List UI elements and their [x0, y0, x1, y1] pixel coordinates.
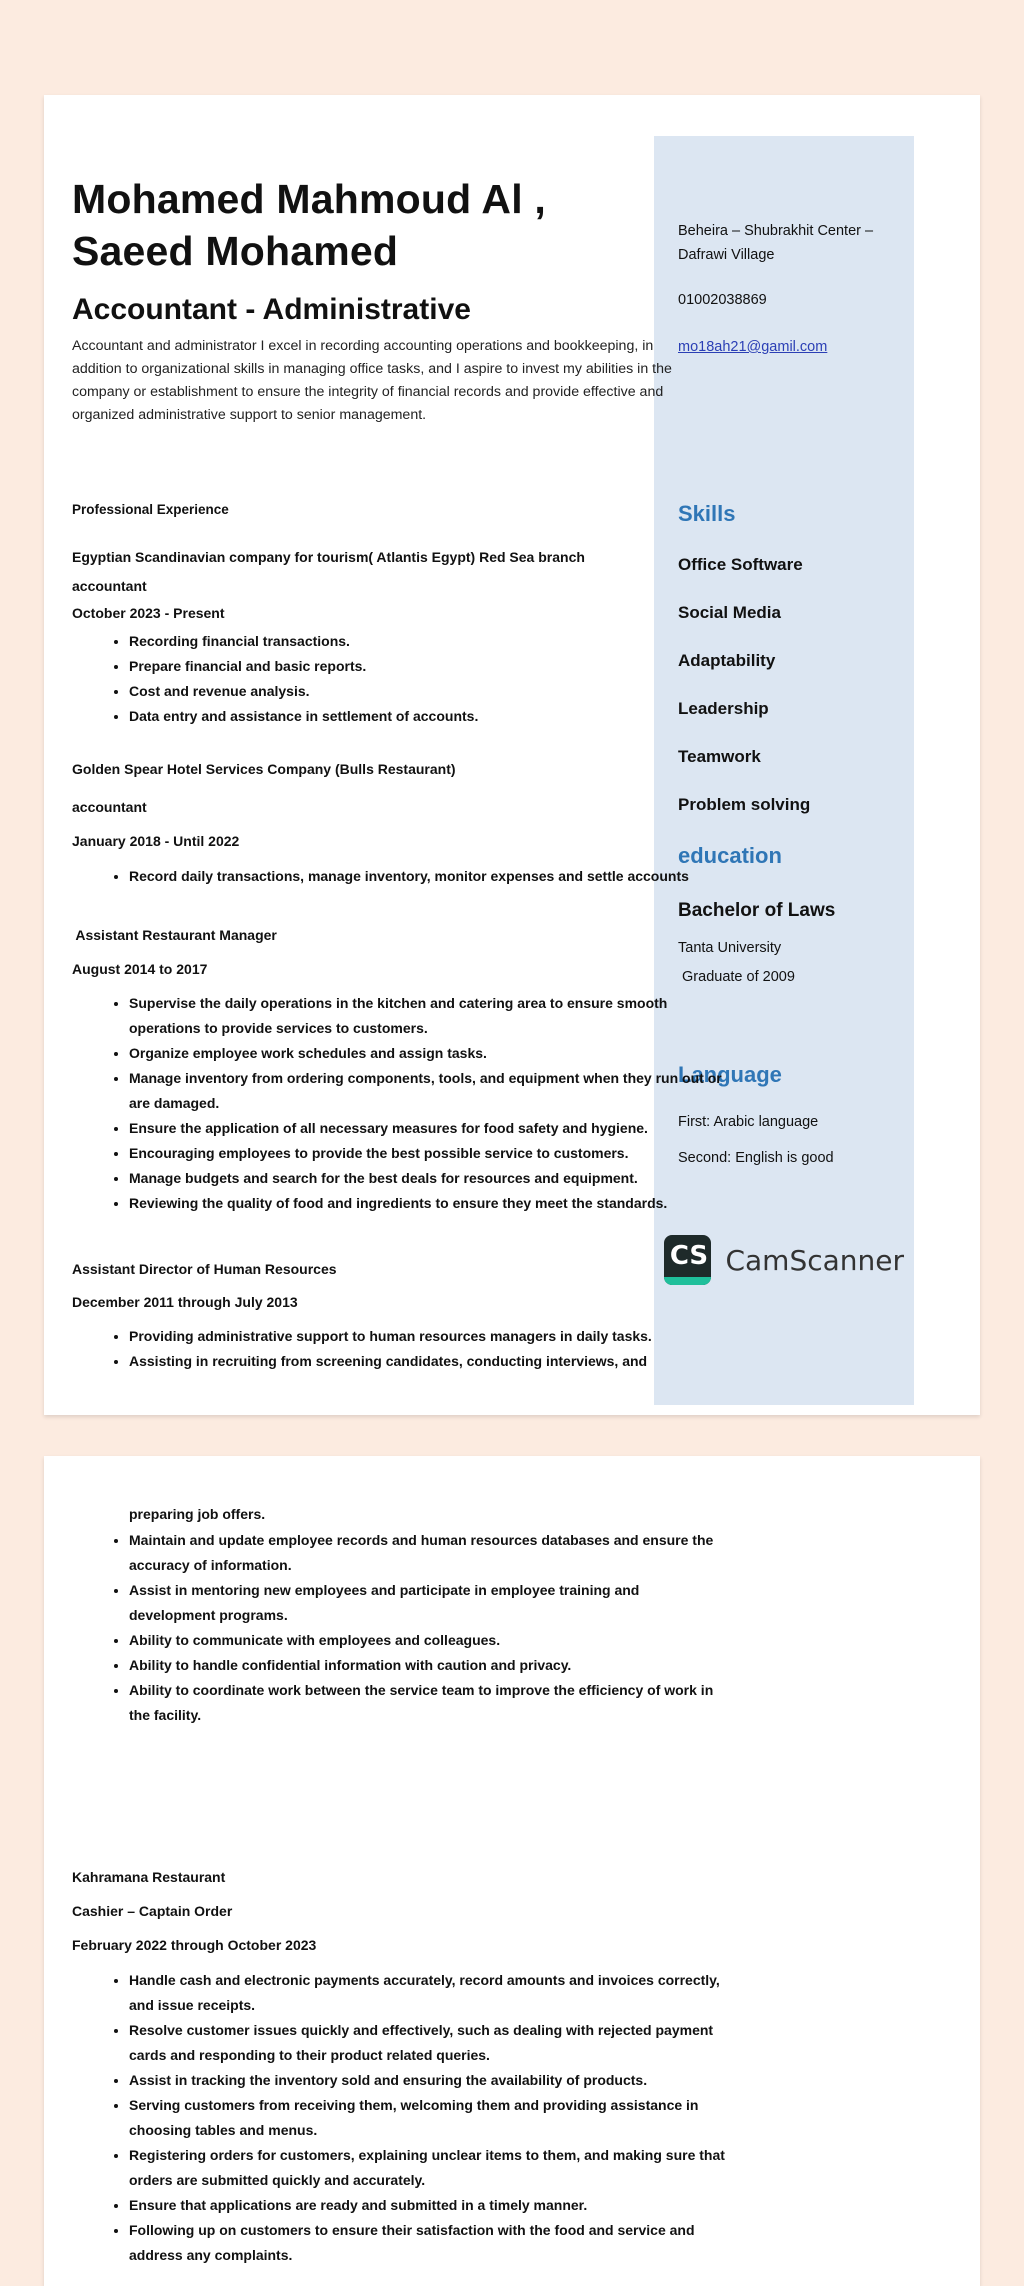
camscanner-watermark	[664, 1234, 904, 1286]
skill-item: Office Software	[678, 555, 803, 574]
language-first: First: Arabic language	[678, 1114, 819, 1130]
list-item: • Assist in tracking the inventory sold and ensuring the availability of products.	[129, 2068, 729, 2093]
job5-bullets	[72, 1968, 729, 2268]
list-item: • Ensure that applications are ready and submitted in a timely manner.	[129, 2193, 729, 2218]
list-item: • Data entry and assistance in settlement of accounts.	[129, 704, 749, 729]
list-item: • Resolve customer issues quickly and effectively, such as dealing with rejected payment cards and responding to their product related queries.	[129, 2018, 729, 2068]
education-degree: Bachelor of Laws	[678, 900, 836, 921]
camscanner-logo-icon: CS	[664, 1235, 711, 1285]
skills-heading: Skills	[678, 501, 736, 526]
experience-heading: Professional Experience	[72, 502, 229, 517]
job-title: Accountant - Administrative	[72, 293, 471, 326]
job4-bullets	[72, 1324, 729, 1374]
job4-continued: preparing job offers.	[129, 1506, 266, 1522]
list-item: • Assisting in recruiting from screening candidates, conducting interviews, and	[129, 1349, 729, 1374]
list-item: • Ability to coordinate work between the service team to improve the efficiency of work in the facility.	[129, 1678, 729, 1728]
list-item: • Handle cash and electronic payments accurately, record amounts and invoices correctly, and issue receipts.	[129, 1968, 729, 2018]
list-item: • Registering orders for customers, explaining unclear items to them, and making sure that orders are submitted quickly and accurately.	[129, 2143, 729, 2193]
skill-item: Adaptability	[678, 651, 776, 670]
list-item: • Cost and revenue analysis.	[129, 679, 749, 704]
education-graduate: Graduate of 2009	[678, 969, 795, 985]
list-item: • Manage budgets and search for the best deals for resources and equipment.	[129, 1166, 729, 1191]
education-university: Tanta University	[678, 940, 782, 956]
resume-page-1	[44, 95, 980, 1415]
contact-address: Beheira – Shubrakhit Center – Dafrawi Village	[678, 223, 874, 263]
skill-item: Problem solving	[678, 795, 811, 814]
job5-role: Cashier – Captain Order	[72, 1903, 233, 1919]
summary: Accountant and administrator I excel in recording accounting operations and bookkeeping, in addition to organizational skills in managing office tasks, and I aspire to invest my abilities in the company or establishment to ensure the integrity of financial records and provide effective and organized administrative support to senior management.	[72, 338, 672, 423]
job2-role: accountant	[72, 799, 147, 815]
list-item: • Serving customers from receiving them, welcoming them and providing assistance in choosing tables and menus.	[129, 2093, 729, 2143]
list-item: • Maintain and update employee records and human resources databases and ensure the accuracy of information.	[129, 1528, 729, 1578]
job1-bullets	[72, 629, 749, 729]
job1-role: accountant	[72, 578, 147, 594]
skill-item: Leadership	[678, 699, 769, 718]
job3-role: Assistant Restaurant Manager	[72, 927, 277, 943]
contact-email[interactable]: mo18ah21@gamil.com	[678, 339, 828, 355]
list-item: • Encouraging employees to provide the best possible service to customers.	[129, 1141, 729, 1166]
job4-dates: December 2011 through July 2013	[72, 1294, 298, 1310]
job5-dates: February 2022 through October 2023	[72, 1937, 317, 1953]
job3-dates: August 2014 to 2017	[72, 961, 208, 977]
job1-dates: October 2023 - Present	[72, 605, 225, 621]
resume-page-2	[44, 1456, 980, 2286]
list-item: • Ability to handle confidential information with caution and privacy.	[129, 1653, 729, 1678]
list-item: • Prepare financial and basic reports.	[129, 654, 749, 679]
person-name-line-1: Mohamed Mahmoud Al ,	[72, 176, 546, 222]
job5-company: Kahramana Restaurant	[72, 1869, 226, 1885]
list-item: • Supervise the daily operations in the kitchen and catering area to ensure smooth operations to provide services to customers.	[129, 991, 729, 1041]
list-item: • Record daily transactions, manage inventory, monitor expenses and settle accounts	[129, 864, 709, 889]
list-item: • Ability to communicate with employees and colleagues.	[129, 1628, 729, 1653]
job4-role: Assistant Director of Human Resources	[72, 1261, 337, 1277]
contact-phone: 01002038869	[678, 292, 767, 308]
skill-item: Teamwork	[678, 747, 761, 766]
job3-bullets	[72, 991, 729, 1216]
job2-dates: January 2018 - Until 2022	[72, 833, 240, 849]
job2-company: Golden Spear Hotel Services Company (Bulls Restaurant)	[72, 761, 456, 777]
list-item: • Reviewing the quality of food and ingredients to ensure they meet the standards.	[129, 1191, 729, 1216]
skill-item: Social Media	[678, 603, 781, 622]
camscanner-text: CamScanner	[725, 1243, 904, 1277]
job4-bullets-continued	[72, 1528, 729, 1728]
list-item: • Providing administrative support to human resources managers in daily tasks.	[129, 1324, 729, 1349]
header	[72, 173, 672, 427]
list-item: • Recording financial transactions.	[129, 629, 749, 654]
list-item: • Following up on customers to ensure their satisfaction with the food and service and address any complaints.	[129, 2218, 729, 2268]
job2-bullets	[72, 864, 709, 889]
list-item: • Assist in mentoring new employees and participate in employee training and development programs.	[129, 1578, 729, 1628]
list-item: • Manage inventory from ordering components, tools, and equipment when they run out or are damaged.	[129, 1066, 729, 1116]
list-item: • Organize employee work schedules and assign tasks.	[129, 1041, 729, 1066]
job1-company: Egyptian Scandinavian company for tourism( Atlantis Egypt) Red Sea branch	[72, 549, 585, 565]
language-heading: Language	[678, 1062, 782, 1087]
education-heading: education	[678, 843, 782, 868]
list-item: • Ensure the application of all necessary measures for food safety and hygiene.	[129, 1116, 729, 1141]
person-name-line-2: Saeed Mohamed	[72, 228, 399, 274]
language-second: Second: English is good	[678, 1150, 834, 1166]
